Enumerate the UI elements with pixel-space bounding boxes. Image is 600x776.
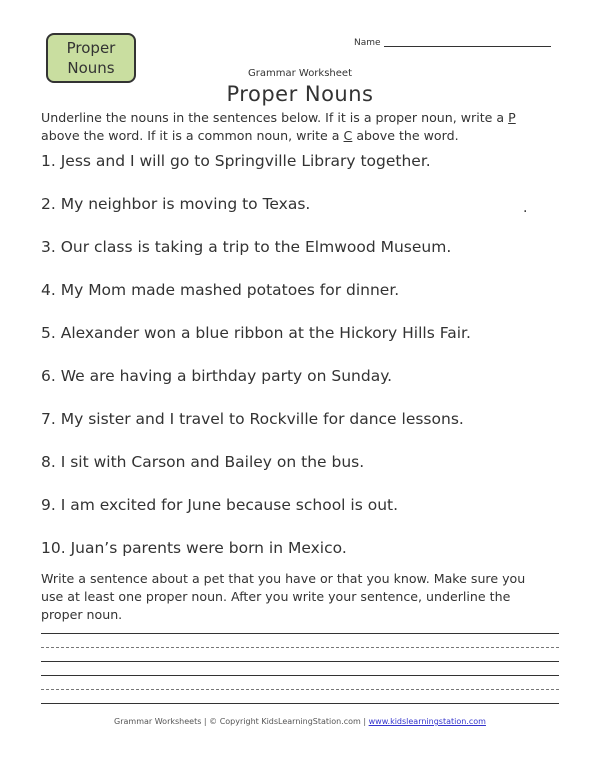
page-title: Proper Nouns [226,82,374,106]
writing-line-mid-2 [41,689,559,690]
footer-link[interactable]: www.kidslearningstation.com [368,717,486,726]
name-label: Name [354,38,381,48]
sentence-9: 9. I am excited for June because school is out. [41,496,399,514]
instructions-line-2 [41,127,561,145]
sentence-2: 2. My neighbor is moving to Texas. [41,195,311,213]
name-blank-line[interactable] [384,46,551,47]
sentence-3: 3. Our class is taking a trip to the Elmwood Museum. [41,238,452,256]
footer-text: Grammar Worksheets | © Copyright KidsLearningStation.com | [114,717,369,726]
sentence-7: 7. My sister and I travel to Rockville for dance lessons. [41,410,464,428]
instructions-line-1 [41,109,561,127]
instructions-text-3: above the word. [352,128,459,143]
sentence-6: 6. We are having a birthday party on Sunday. [41,367,393,385]
sentence-5: 5. Alexander won a blue ribbon at the Hickory Hills Fair. [41,324,471,342]
writing-prompt [41,570,561,624]
proper-letter: P [508,110,516,125]
worksheet-subtitle: Grammar Worksheet [248,68,352,79]
footer [0,717,600,726]
stray-mark: . [523,200,528,216]
sentence-4: 4. My Mom made mashed potatoes for dinner. [41,281,400,299]
badge-line-1: Proper [66,39,116,57]
name-field[interactable] [354,38,551,48]
sentence-1: 1. Jess and I will go to Springville Library together. [41,152,431,170]
sentence-10: 10. Juan’s parents were born in Mexico. [41,539,347,557]
writing-line-base-1[interactable] [41,661,559,662]
prompt-line-3: proper noun. [41,607,123,622]
instructions-text-1: Underline the nouns in the sentences below. If it is a proper noun, write a [41,110,509,125]
writing-line-base-2[interactable] [41,703,559,704]
prompt-line-1: Write a sentence about a pet that you have or that you know. Make sure you [41,571,526,586]
common-letter: C [343,128,353,143]
instructions [41,109,561,145]
writing-line-top-1[interactable] [41,633,559,634]
instructions-text-2: above the word. If it is a common noun, write a [41,128,344,143]
writing-line-top-2[interactable] [41,675,559,676]
badge-line-2: Nouns [67,59,115,77]
writing-line-mid-1 [41,647,559,648]
prompt-line-2: use at least one proper noun. After you write your sentence, underline the [41,589,511,604]
sentence-8: 8. I sit with Carson and Bailey on the bus. [41,453,365,471]
